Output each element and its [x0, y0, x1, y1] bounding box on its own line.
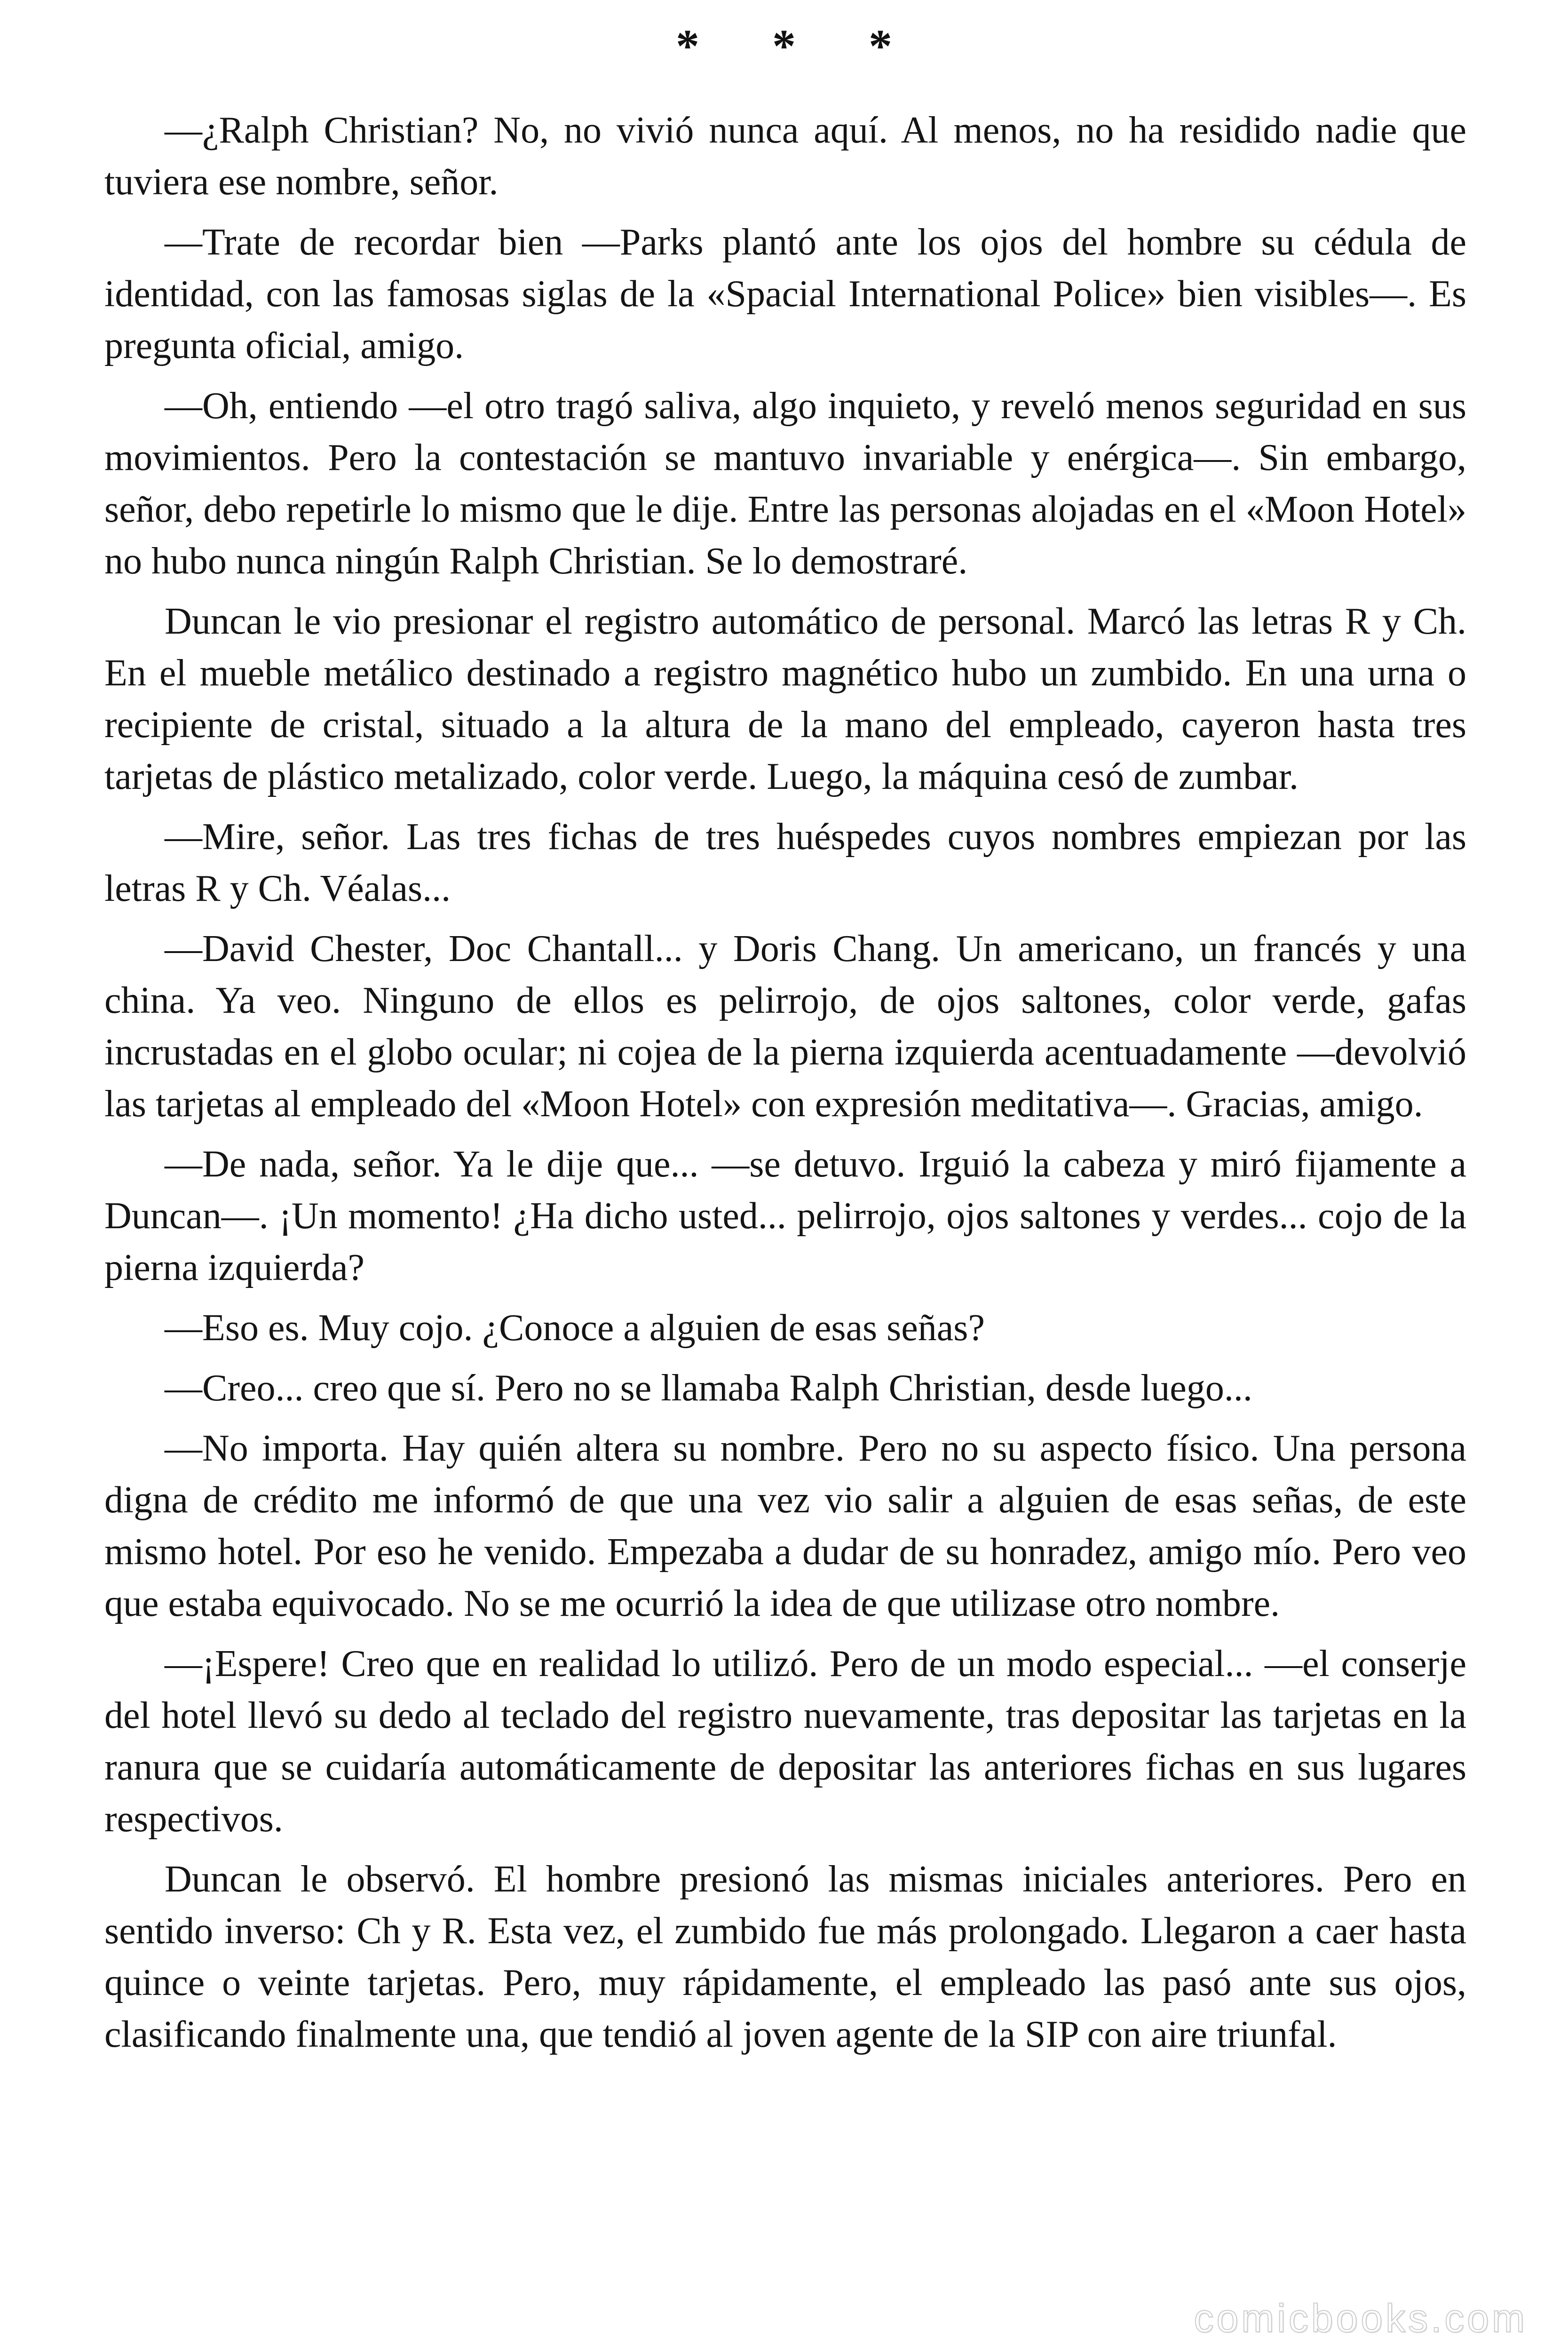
paragraph: —Oh, entiendo —el otro tragó saliva, algo inquieto, y reveló menos seguridad en sus movimientos. Pero la contestación se mantuvo invariable y enérgica—. Sin embargo, señor, debo repetirle lo mismo que le dije. Entre las personas alojadas en el «Moon Hotel» no hubo nunca ningún Ralph Christian. Se lo demostraré.: [104, 385, 1466, 582]
page-body-text: [104, 104, 1466, 2069]
paragraph: Duncan le vio presionar el registro automático de personal. Marcó las letras R y Ch. En el mueble metálico destinado a registro magnético hubo un zumbido. En una urna o recipiente de cristal, situado a la altura de la mano del empleado, cayeron hasta tres tarjetas de plástico metalizado, color verde. Luego, la máquina cesó de zumbar.: [104, 601, 1466, 797]
paragraph: —¿Ralph Christian? No, no vivió nunca aquí. Al menos, no ha residido nadie que tuviera ese nombre, señor.: [104, 110, 1466, 203]
watermark: comicbooks.com: [1194, 2296, 1528, 2340]
paragraph: —¡Espere! Creo que en realidad lo utilizó. Pero de un modo especial... —el conserje del hotel llevó su dedo al teclado del registro nuevamente, tras depositar las tarjetas en la ranura que se cuidaría automáticamente de depositar las anteriores fichas en sus lugares respectivos.: [104, 1643, 1466, 1840]
paragraph: —De nada, señor. Ya le dije que... —se detuvo. Irguió la cabeza y miró fijamente a Duncan—. ¡Un momento! ¿Ha dicho usted... pelirrojo, ojos saltones y verdes... cojo de la pierna izquierda?: [104, 1144, 1466, 1288]
paragraph: —Creo... creo que sí. Pero no se llamaba Ralph Christian, desde luego...: [165, 1367, 1252, 1409]
paragraph: —Trate de recordar bien —Parks plantó ante los ojos del hombre su cédula de identidad, con las famosas siglas de la «Spacial International Police» bien visibles—. Es pregunta oficial, amigo.: [104, 222, 1466, 366]
asterisk: *: [676, 20, 699, 72]
paragraph: —No importa. Hay quién altera su nombre. Pero no su aspecto físico. Una persona digna de crédito me informó de que una vez vio salir a alguien de esas señas, de este mismo hotel. Por eso he venido. Empezaba a dudar de su honradez, amigo mío. Pero veo que estaba equivocado. No se me ocurrió la idea de que utilizase otro nombre.: [104, 1428, 1466, 1624]
paragraph: —Mire, señor. Las tres fichas de tres huéspedes cuyos nombres empiezan por las letras R y Ch. Véalas...: [104, 816, 1466, 909]
asterisk: *: [869, 20, 892, 72]
paragraph: —Eso es. Muy cojo. ¿Conoce a alguien de esas señas?: [165, 1307, 985, 1349]
scene-break-separator: [0, 19, 1568, 73]
paragraph: Duncan le observó. El hombre presionó las mismas iniciales anteriores. Pero en sentido inverso: Ch y R. Esta vez, el zumbido fue más prolongado. Llegaron a caer hasta quince o veinte tarjetas. Pero, muy rápidamente, el empleado las pasó ante sus ojos, clasificando finalmente una, que tendió al joven agente de la SIP con aire triunfal.: [104, 1859, 1466, 2055]
paragraph: —David Chester, Doc Chantall... y Doris Chang. Un americano, un francés y una china. Ya veo. Ninguno de ellos es pelirrojo, de ojos saltones, color verde, gafas incrustadas en el globo ocular; ni cojea de la pierna izquierda acentuadamente —devolvió las tarjetas al empleado del «Moon Hotel» con expresión meditativa—. Gracias, amigo.: [104, 928, 1466, 1125]
asterisk: *: [772, 20, 796, 72]
